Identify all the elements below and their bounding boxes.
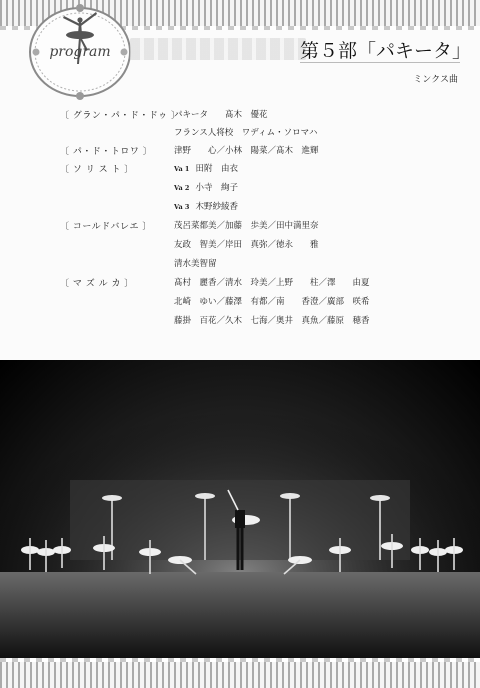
role-label: 〔 マ ズ ル カ 〕	[60, 279, 134, 289]
bottom-stripe-border	[0, 662, 480, 688]
cast-names: 茂呂菜都美／加藤 歩美／田中満里奈	[174, 221, 319, 231]
variation-label: Va 3	[174, 203, 190, 211]
cast-row	[60, 108, 460, 122]
cast-names: 藤掛 百花／久木 七海／奥井 真魚／藤原 穂香	[174, 316, 370, 326]
cast-names	[174, 162, 464, 174]
stage-photo	[0, 360, 480, 658]
title-rule	[300, 62, 460, 63]
cast-row	[60, 162, 460, 176]
cast-row	[60, 238, 460, 252]
soloist-name: 田附 由衣	[195, 164, 238, 174]
part-title: 第５部「パキータ」	[300, 40, 472, 62]
role-label: 〔 コールドバレエ 〕	[60, 222, 152, 232]
role-label: 〔 ソ リ ス ト 〕	[60, 165, 134, 175]
cast-names: 友政 智美／岸田 真弥／徳永 雅	[174, 240, 319, 250]
stage-photo-illustration	[0, 360, 480, 658]
program-label: program	[49, 44, 111, 60]
cast-row	[60, 200, 460, 214]
cast-names: 清水美智留	[174, 259, 217, 269]
cast-names: 津野 心／小林 陽菜／髙木 進輝	[174, 146, 319, 156]
soloist-name: 小寺 絢子	[195, 183, 238, 193]
cast-names	[174, 200, 464, 212]
cast-row	[60, 126, 460, 140]
variation-label: Va 1	[174, 165, 190, 173]
cast-row	[60, 144, 460, 158]
cast-names: 北崎 ゆい／藤澤 有都／南 香澄／廣部 咲希	[174, 297, 370, 307]
cast-names: パキータ 髙木 優花	[174, 110, 268, 120]
cast-names: フランス人将校 ワディム・ソロマハ	[174, 128, 318, 138]
cast-row	[60, 219, 460, 233]
cast-row	[60, 314, 460, 328]
cast-row	[60, 295, 460, 309]
cast-row	[60, 181, 460, 195]
soloist-name: 木野紗綾香	[195, 202, 238, 212]
cast-row	[60, 276, 460, 290]
composer: ミンクス曲	[413, 75, 458, 85]
cast-row	[60, 257, 460, 271]
role-label: 〔 パ・ド・トロワ 〕	[60, 147, 153, 157]
ghost-print-through	[130, 38, 306, 60]
cast-names: 髙村 麗香／清水 玲美／上野 柱／澤 由夏	[174, 278, 370, 288]
variation-label: Va 2	[174, 184, 190, 192]
role-label: 〔 グラン・パ・ド・ドゥ 〕	[60, 111, 181, 121]
cast-names	[174, 181, 464, 193]
ballerina-crest-icon	[26, 4, 134, 100]
